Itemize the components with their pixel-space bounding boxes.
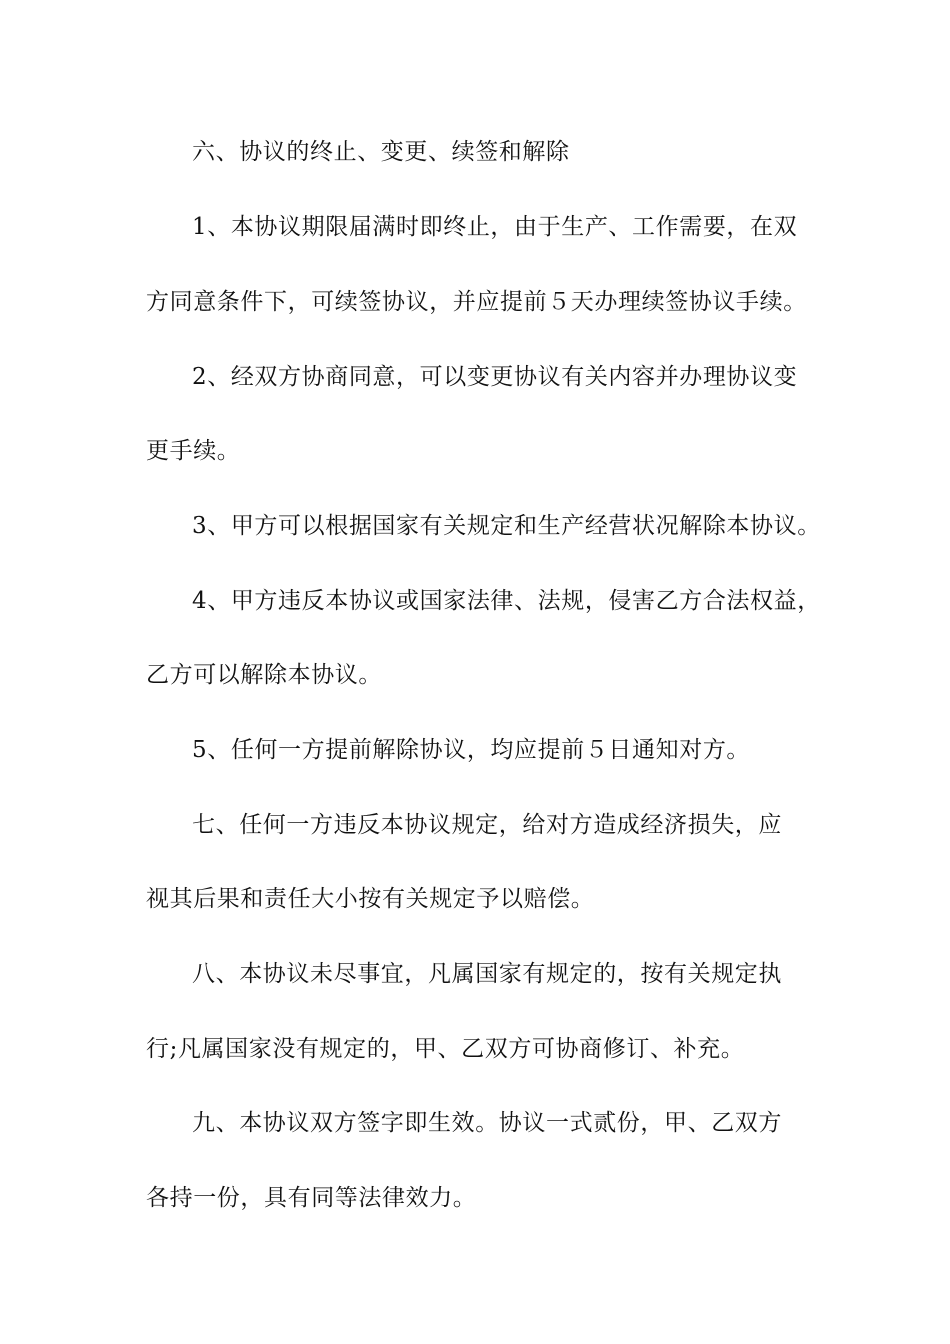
section-7-line-1: 七、任何一方违反本协议规定，给对方造成经济损失，应: [192, 812, 782, 838]
clause-1-line-2: 方同意条件下，可续签协议，并应提前５天办理续签协议手续。: [146, 289, 807, 315]
clause-4-line-1: 4、甲方违反本协议或国家法律、法规，侵害乙方合法权益，: [192, 588, 821, 614]
clause-1-line-1: 1、本协议期限届满时即终止，由于生产、工作需要，在双: [192, 214, 798, 240]
section-7-line-2: 视其后果和责任大小按有关规定予以赔偿。: [146, 886, 595, 912]
clause-2-line-1: 2、经双方协商同意，可以变更协议有关内容并办理协议变: [192, 364, 798, 390]
clause-4-line-2: 乙方可以解除本协议。: [146, 662, 382, 688]
section-9-line-1: 九、本协议双方签字即生效。协议一式贰份，甲、乙双方: [192, 1110, 782, 1136]
clause-2-line-2: 更手续。: [146, 438, 241, 464]
clause-5-line-1: 5、任何一方提前解除协议，均应提前５日通知对方。: [192, 737, 751, 763]
clause-3-line-1: 3、甲方可以根据国家有关规定和生产经营状况解除本协议。: [192, 513, 821, 539]
section-9-line-2: 各持一份，具有同等法律效力。: [146, 1185, 477, 1211]
section-heading-termination: 六、协议的终止、变更、续签和解除: [192, 139, 570, 165]
section-8-line-1: 八、本协议未尽事宜，凡属国家有规定的，按有关规定执: [192, 961, 782, 987]
section-8-line-2: 行;凡属国家没有规定的，甲、乙双方可协商修订、补充。: [146, 1036, 745, 1062]
